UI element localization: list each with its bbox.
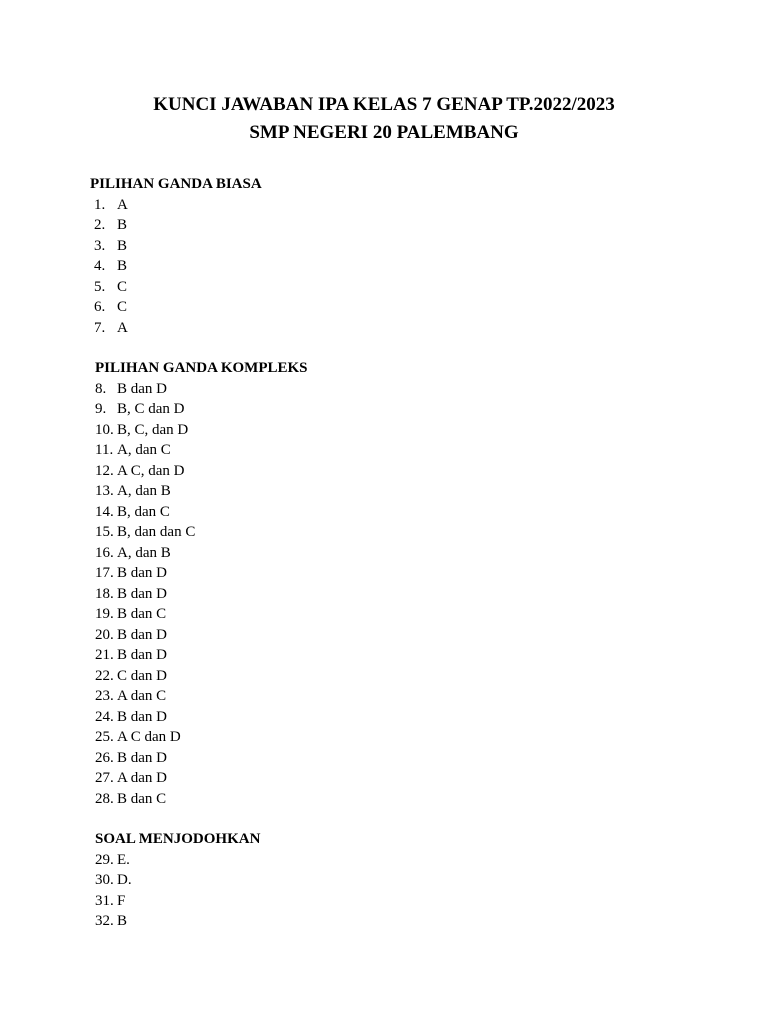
section-heading: SOAL MENJODOHKAN	[95, 831, 261, 847]
section-pilihan-ganda-kompleks	[0, 358, 768, 809]
question-number: 23.	[95, 688, 114, 704]
document-title: KUNCI JAWABAN IPA KELAS 7 GENAP TP.2022/2023	[153, 94, 615, 115]
answer-item	[0, 297, 768, 318]
answer-item	[0, 543, 768, 564]
answer-item	[0, 625, 768, 646]
answer-item	[0, 727, 768, 748]
section-heading: PILIHAN GANDA KOMPLEKS	[95, 360, 308, 376]
question-number: 22.	[95, 667, 114, 684]
answer-item	[0, 379, 768, 400]
question-number: 31.	[95, 892, 114, 909]
section-soal-menjodohkan	[0, 829, 768, 932]
answer-key: A C dan D	[117, 729, 181, 745]
answer-item	[0, 584, 768, 605]
answer-key: A, dan B	[117, 483, 171, 499]
answer-key: B dan D	[117, 585, 167, 602]
answer-item	[0, 420, 768, 441]
question-number: 29.	[95, 851, 114, 868]
answer-key: E.	[117, 851, 130, 868]
answer-key: B, C, dan D	[117, 421, 189, 438]
answer-item	[0, 277, 768, 298]
question-number: 19.	[95, 606, 114, 622]
answer-key: B	[117, 217, 128, 233]
answer-item	[0, 481, 768, 502]
answer-item	[0, 563, 768, 584]
question-number: 27.	[95, 770, 114, 786]
answer-key: A, dan C	[117, 442, 171, 458]
question-number: 11.	[95, 442, 114, 458]
answer-item	[0, 522, 768, 543]
question-number: 26.	[95, 749, 114, 766]
answer-key: B dan C	[117, 790, 167, 807]
question-number: 5.	[94, 278, 106, 295]
question-number: 20.	[95, 626, 114, 643]
question-number: 4.	[94, 258, 106, 274]
question-number: 24.	[95, 708, 114, 725]
answer-key: B, C dan D	[117, 401, 185, 417]
answer-item	[0, 604, 768, 625]
answer-key: B dan D	[117, 626, 167, 643]
question-number: 3.	[94, 237, 106, 254]
answer-item	[0, 318, 768, 339]
answer-key: C dan D	[117, 667, 167, 684]
answer-key: B, dan dan C	[117, 524, 196, 540]
answer-item	[0, 502, 768, 523]
section-heading: PILIHAN GANDA BIASA	[90, 176, 262, 192]
answer-key: B dan D	[117, 380, 167, 397]
question-number: 18.	[95, 585, 114, 602]
answer-key: B dan D	[117, 708, 167, 725]
question-number: 15.	[95, 524, 114, 540]
question-number: 17.	[95, 565, 114, 581]
answer-key: A C, dan D	[117, 462, 185, 479]
answer-key: A	[117, 196, 128, 213]
question-number: 30.	[95, 872, 114, 888]
question-number: 8.	[95, 380, 107, 397]
answer-item	[0, 195, 768, 216]
answer-key: A dan D	[117, 770, 167, 786]
question-number: 14.	[95, 503, 114, 520]
answer-item	[0, 440, 768, 461]
answer-key: F	[117, 892, 126, 909]
question-number: 12.	[95, 462, 114, 479]
answer-list	[0, 379, 768, 810]
answer-item	[0, 666, 768, 687]
answer-key: A dan C	[117, 688, 167, 704]
question-number: 16.	[95, 544, 114, 561]
question-number: 13.	[95, 483, 114, 499]
answer-key: A, dan B	[117, 544, 171, 561]
answer-item	[0, 215, 768, 236]
answer-key: B dan C	[117, 606, 167, 622]
question-number: 7.	[94, 319, 106, 336]
question-number: 28.	[95, 790, 114, 807]
answer-item	[0, 911, 768, 932]
question-number: 1.	[94, 196, 106, 213]
answer-key: B, dan C	[117, 503, 170, 520]
answer-item	[0, 236, 768, 257]
question-number: 21.	[95, 647, 114, 663]
question-number: 10.	[95, 421, 114, 438]
answer-key: B dan D	[117, 749, 167, 766]
answer-item	[0, 256, 768, 277]
answer-key: B	[117, 913, 128, 929]
answer-key: A	[117, 319, 128, 336]
answer-key: C	[117, 299, 128, 315]
answer-key: B dan D	[117, 647, 167, 663]
answer-list	[0, 195, 768, 339]
answer-item	[0, 748, 768, 769]
answer-item	[0, 399, 768, 420]
section-pilihan-ganda-biasa	[0, 174, 768, 338]
answer-key: B	[117, 258, 128, 274]
answer-item	[0, 891, 768, 912]
question-number: 2.	[94, 217, 106, 233]
answer-key: C	[117, 278, 128, 295]
answer-item	[0, 686, 768, 707]
school-name: SMP NEGERI 20 PALEMBANG	[249, 122, 519, 143]
answer-item	[0, 461, 768, 482]
question-number: 25.	[95, 729, 114, 745]
question-number: 32.	[95, 913, 114, 929]
question-number: 9.	[95, 401, 107, 417]
answer-key: B dan D	[117, 565, 167, 581]
question-number: 6.	[94, 299, 106, 315]
answer-item	[0, 645, 768, 666]
answer-item	[0, 768, 768, 789]
answer-item	[0, 707, 768, 728]
answer-key: B	[117, 237, 128, 254]
answer-item	[0, 789, 768, 810]
answer-item	[0, 870, 768, 891]
answer-list	[0, 850, 768, 932]
answer-item	[0, 850, 768, 871]
answer-key: D.	[117, 872, 132, 888]
